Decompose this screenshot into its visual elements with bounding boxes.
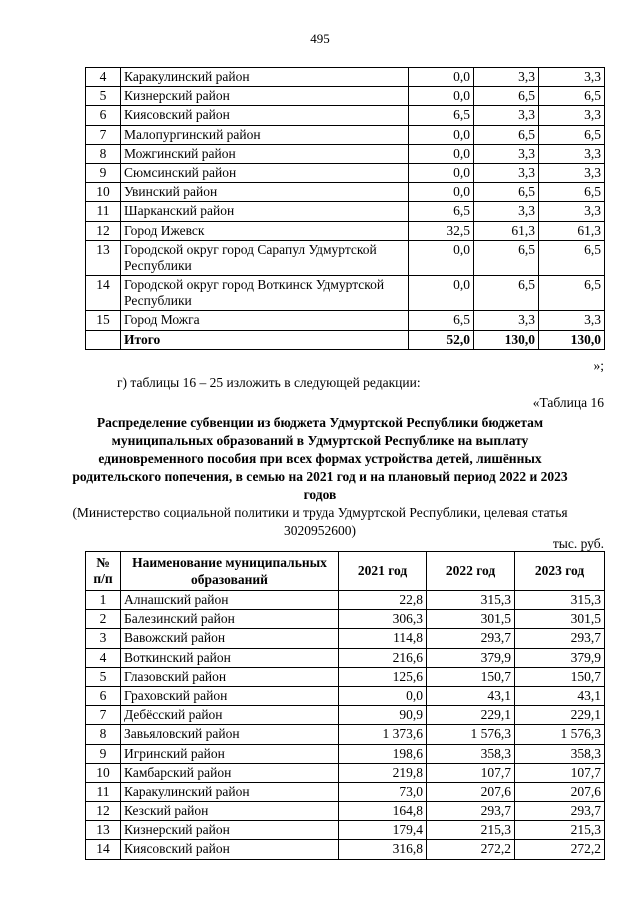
- value-2022: 6,5: [474, 240, 539, 275]
- table-row: [86, 610, 605, 629]
- municipality-name: Завьяловский район: [121, 725, 339, 744]
- row-number: 12: [86, 221, 121, 240]
- value-2021: 179,4: [339, 821, 427, 840]
- value-2022: 6,5: [474, 125, 539, 144]
- value-2021: 0,0: [409, 87, 474, 106]
- value-2023: 6,5: [539, 183, 605, 202]
- municipality-name: Каракулинский район: [121, 782, 339, 801]
- value-2022: 3,3: [474, 106, 539, 125]
- row-number: 9: [86, 163, 121, 182]
- row-number: 11: [86, 782, 121, 801]
- table-row: [86, 591, 605, 610]
- value-2023: 1 576,3: [515, 725, 605, 744]
- value-2022: 6,5: [474, 87, 539, 106]
- value-2022: 61,3: [474, 221, 539, 240]
- row-number: 6: [86, 686, 121, 705]
- row-number: 5: [86, 667, 121, 686]
- value-2021: 316,8: [339, 840, 427, 859]
- row-number: 11: [86, 202, 121, 221]
- value-2021: 0,0: [409, 68, 474, 87]
- value-2021: 1 373,6: [339, 725, 427, 744]
- value-2023: 61,3: [539, 221, 605, 240]
- table-row: [86, 87, 605, 106]
- row-number: 3: [86, 629, 121, 648]
- value-2023: 315,3: [515, 591, 605, 610]
- value-2021: 114,8: [339, 629, 427, 648]
- value-2023: 6,5: [539, 125, 605, 144]
- amendment-instruction: г) таблицы 16 – 25 изложить в следующей редакции:: [117, 375, 421, 390]
- municipality-name: Сюмсинский район: [121, 163, 409, 182]
- header-2023: 2023 год: [515, 552, 605, 591]
- total-2021: 52,0: [409, 330, 474, 349]
- table-row: [86, 106, 605, 125]
- value-2021: 6,5: [409, 106, 474, 125]
- row-number: 13: [86, 240, 121, 275]
- table-row: [86, 686, 605, 705]
- table-16-body: [86, 591, 605, 860]
- value-2021: 6,5: [409, 202, 474, 221]
- table-row: [86, 821, 605, 840]
- municipality-name: Граховский район: [121, 686, 339, 705]
- value-2021: 73,0: [339, 782, 427, 801]
- table-16: [85, 551, 605, 860]
- value-2023: 358,3: [515, 744, 605, 763]
- value-2023: 215,3: [515, 821, 605, 840]
- value-2022: 379,9: [427, 648, 515, 667]
- value-2021: 125,6: [339, 667, 427, 686]
- value-2021: 22,8: [339, 591, 427, 610]
- municipality-name: Кизнерский район: [121, 87, 409, 106]
- value-2023: 3,3: [539, 106, 605, 125]
- value-2021: 32,5: [409, 221, 474, 240]
- value-2022: 272,2: [427, 840, 515, 859]
- table-row: [86, 725, 605, 744]
- table-row: [86, 125, 605, 144]
- table-row: [86, 802, 605, 821]
- value-2023: 207,6: [515, 782, 605, 801]
- value-2022: 3,3: [474, 202, 539, 221]
- value-2023: 229,1: [515, 706, 605, 725]
- value-2021: 306,3: [339, 610, 427, 629]
- value-2021: 90,9: [339, 706, 427, 725]
- value-2022: 301,5: [427, 610, 515, 629]
- municipality-name: Глазовский район: [121, 667, 339, 686]
- previous-table-body: [86, 68, 605, 350]
- value-2023: 3,3: [539, 68, 605, 87]
- municipality-name: Игринский район: [121, 744, 339, 763]
- value-2022: 207,6: [427, 782, 515, 801]
- municipality-name: Алнашский район: [121, 591, 339, 610]
- municipality-name: Городской округ город Сарапул Удмуртской Республики: [121, 240, 409, 275]
- row-number: 15: [86, 311, 121, 330]
- row-number: 12: [86, 802, 121, 821]
- row-number: 8: [86, 725, 121, 744]
- municipality-name: Киясовский район: [121, 840, 339, 859]
- table-row: [86, 202, 605, 221]
- municipality-name: Город Можга: [121, 311, 409, 330]
- municipality-name: Воткинский район: [121, 648, 339, 667]
- value-2021: 216,6: [339, 648, 427, 667]
- value-2023: 3,3: [539, 163, 605, 182]
- row-number: 10: [86, 763, 121, 782]
- value-2022: 3,3: [474, 144, 539, 163]
- municipality-name: Городской округ город Воткинск Удмуртской Республики: [121, 276, 409, 311]
- table-row: [86, 763, 605, 782]
- municipality-name: Вавожский район: [121, 629, 339, 648]
- municipality-name: Киясовский район: [121, 106, 409, 125]
- closing-quote: »;: [593, 358, 604, 373]
- municipality-name: Город Ижевск: [121, 221, 409, 240]
- value-2021: 0,0: [409, 240, 474, 275]
- value-2022: 3,3: [474, 311, 539, 330]
- row-number: 7: [86, 125, 121, 144]
- total-blank-cell: [86, 330, 121, 349]
- total-label: Итого: [121, 330, 409, 349]
- value-2022: 3,3: [474, 68, 539, 87]
- value-2023: 3,3: [539, 202, 605, 221]
- value-2022: 43,1: [427, 686, 515, 705]
- municipality-name: Малопургинский район: [121, 125, 409, 144]
- table-row: [86, 840, 605, 859]
- table-row: [86, 221, 605, 240]
- value-2023: 301,5: [515, 610, 605, 629]
- value-2023: 293,7: [515, 802, 605, 821]
- value-2021: 0,0: [409, 125, 474, 144]
- municipality-name: Каракулинский район: [121, 68, 409, 87]
- total-row: [86, 330, 605, 349]
- header-2021: 2021 год: [339, 552, 427, 591]
- value-2023: 6,5: [539, 87, 605, 106]
- value-2022: 229,1: [427, 706, 515, 725]
- value-2023: 3,3: [539, 144, 605, 163]
- row-number: 13: [86, 821, 121, 840]
- table-row: [86, 240, 605, 275]
- municipality-name: Шарканский район: [121, 202, 409, 221]
- table-row: [86, 183, 605, 202]
- row-number: 2: [86, 610, 121, 629]
- table-row: [86, 276, 605, 311]
- value-2021: 6,5: [409, 311, 474, 330]
- value-2023: 107,7: [515, 763, 605, 782]
- value-2023: 150,7: [515, 667, 605, 686]
- municipality-name: Увинский район: [121, 183, 409, 202]
- table-row: [86, 68, 605, 87]
- value-2022: 293,7: [427, 629, 515, 648]
- value-2021: 0,0: [339, 686, 427, 705]
- value-2023: 272,2: [515, 840, 605, 859]
- row-number: 7: [86, 706, 121, 725]
- value-2021: 0,0: [409, 163, 474, 182]
- header-num: № п/п: [86, 552, 121, 591]
- table-row: [86, 163, 605, 182]
- row-number: 1: [86, 591, 121, 610]
- row-number: 14: [86, 840, 121, 859]
- value-2023: 43,1: [515, 686, 605, 705]
- table-row: [86, 667, 605, 686]
- table-row: [86, 629, 605, 648]
- municipality-name: Кизнерский район: [121, 821, 339, 840]
- table-row: [86, 311, 605, 330]
- page-number: 495: [310, 31, 330, 46]
- previous-table: [85, 67, 605, 350]
- value-2023: 6,5: [539, 276, 605, 311]
- value-2022: 3,3: [474, 163, 539, 182]
- value-2022: 6,5: [474, 276, 539, 311]
- row-number: 14: [86, 276, 121, 311]
- value-2022: 6,5: [474, 183, 539, 202]
- municipality-name: Камбарский район: [121, 763, 339, 782]
- table-header-row: [86, 552, 605, 591]
- value-2021: 219,8: [339, 763, 427, 782]
- municipality-name: Балезинский район: [121, 610, 339, 629]
- header-name: Наименование муниципальных образований: [121, 552, 339, 591]
- row-number: 5: [86, 87, 121, 106]
- table-title: Распределение субвенции из бюджета Удмуртской Республики бюджетам муниципальных образований в Удмуртской Республике на выплату единовременного пособия при всех формах устройства детей, лишённых родительского попечения, в семью на 2021 год и на плановый период 2022 и 2023 годов: [72, 415, 568, 502]
- value-2021: 0,0: [409, 144, 474, 163]
- units-label: тыс. руб.: [552, 536, 604, 551]
- value-2022: 107,7: [427, 763, 515, 782]
- value-2023: 3,3: [539, 311, 605, 330]
- value-2022: 293,7: [427, 802, 515, 821]
- value-2021: 164,8: [339, 802, 427, 821]
- value-2023: 379,9: [515, 648, 605, 667]
- table-row: [86, 648, 605, 667]
- value-2022: 1 576,3: [427, 725, 515, 744]
- municipality-name: Можгинский район: [121, 144, 409, 163]
- table-label: «Таблица 16: [532, 395, 604, 410]
- header-2022: 2022 год: [427, 552, 515, 591]
- value-2021: 0,0: [409, 183, 474, 202]
- table-subtitle: (Министерство социальной политики и труда Удмуртской Республики, целевая статья 3020952600): [72, 505, 568, 538]
- value-2022: 315,3: [427, 591, 515, 610]
- value-2021: 0,0: [409, 276, 474, 311]
- table-row: [86, 706, 605, 725]
- row-number: 6: [86, 106, 121, 125]
- value-2022: 150,7: [427, 667, 515, 686]
- row-number: 8: [86, 144, 121, 163]
- table-row: [86, 782, 605, 801]
- value-2023: 6,5: [539, 240, 605, 275]
- table-row: [86, 144, 605, 163]
- total-2023: 130,0: [539, 330, 605, 349]
- row-number: 10: [86, 183, 121, 202]
- municipality-name: Дебёсский район: [121, 706, 339, 725]
- value-2023: 293,7: [515, 629, 605, 648]
- value-2022: 215,3: [427, 821, 515, 840]
- row-number: 4: [86, 648, 121, 667]
- value-2021: 198,6: [339, 744, 427, 763]
- value-2022: 358,3: [427, 744, 515, 763]
- total-2022: 130,0: [474, 330, 539, 349]
- table-row: [86, 744, 605, 763]
- row-number: 9: [86, 744, 121, 763]
- municipality-name: Кезский район: [121, 802, 339, 821]
- row-number: 4: [86, 68, 121, 87]
